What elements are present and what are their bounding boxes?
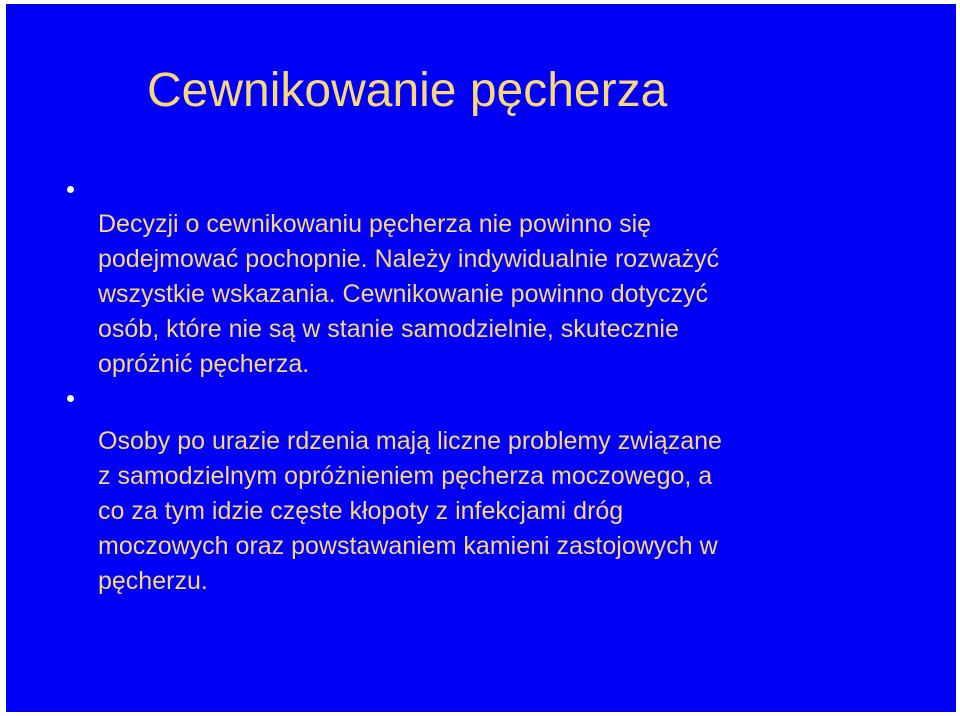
slide-title: Cewnikowanie pęcherza [147, 64, 668, 117]
bullet-dot-icon [67, 186, 74, 193]
bullet-text: Decyzji o cewnikowaniu pęcherza nie powinno się podejmować pochopnie. Należy indywidualnie rozważyć wszystkie wskazania. Cewnikowanie powinno dotyczyć osób, które nie są w stanie samodzielnie, skutecznie opróżnić pęcherza. [98, 210, 720, 378]
bullet-text: Osoby po urazie rdzenia mają liczne problemy związane z samodzielnym opróżnieniem pęcherza moczowego, a co za tym idzie częste kłopoty z infekcjami dróg moczowych oraz powstawaniem kamieni zastojowych w pęcherzu. [98, 427, 722, 595]
slide [6, 4, 956, 712]
bullet-dot-icon [67, 395, 74, 402]
